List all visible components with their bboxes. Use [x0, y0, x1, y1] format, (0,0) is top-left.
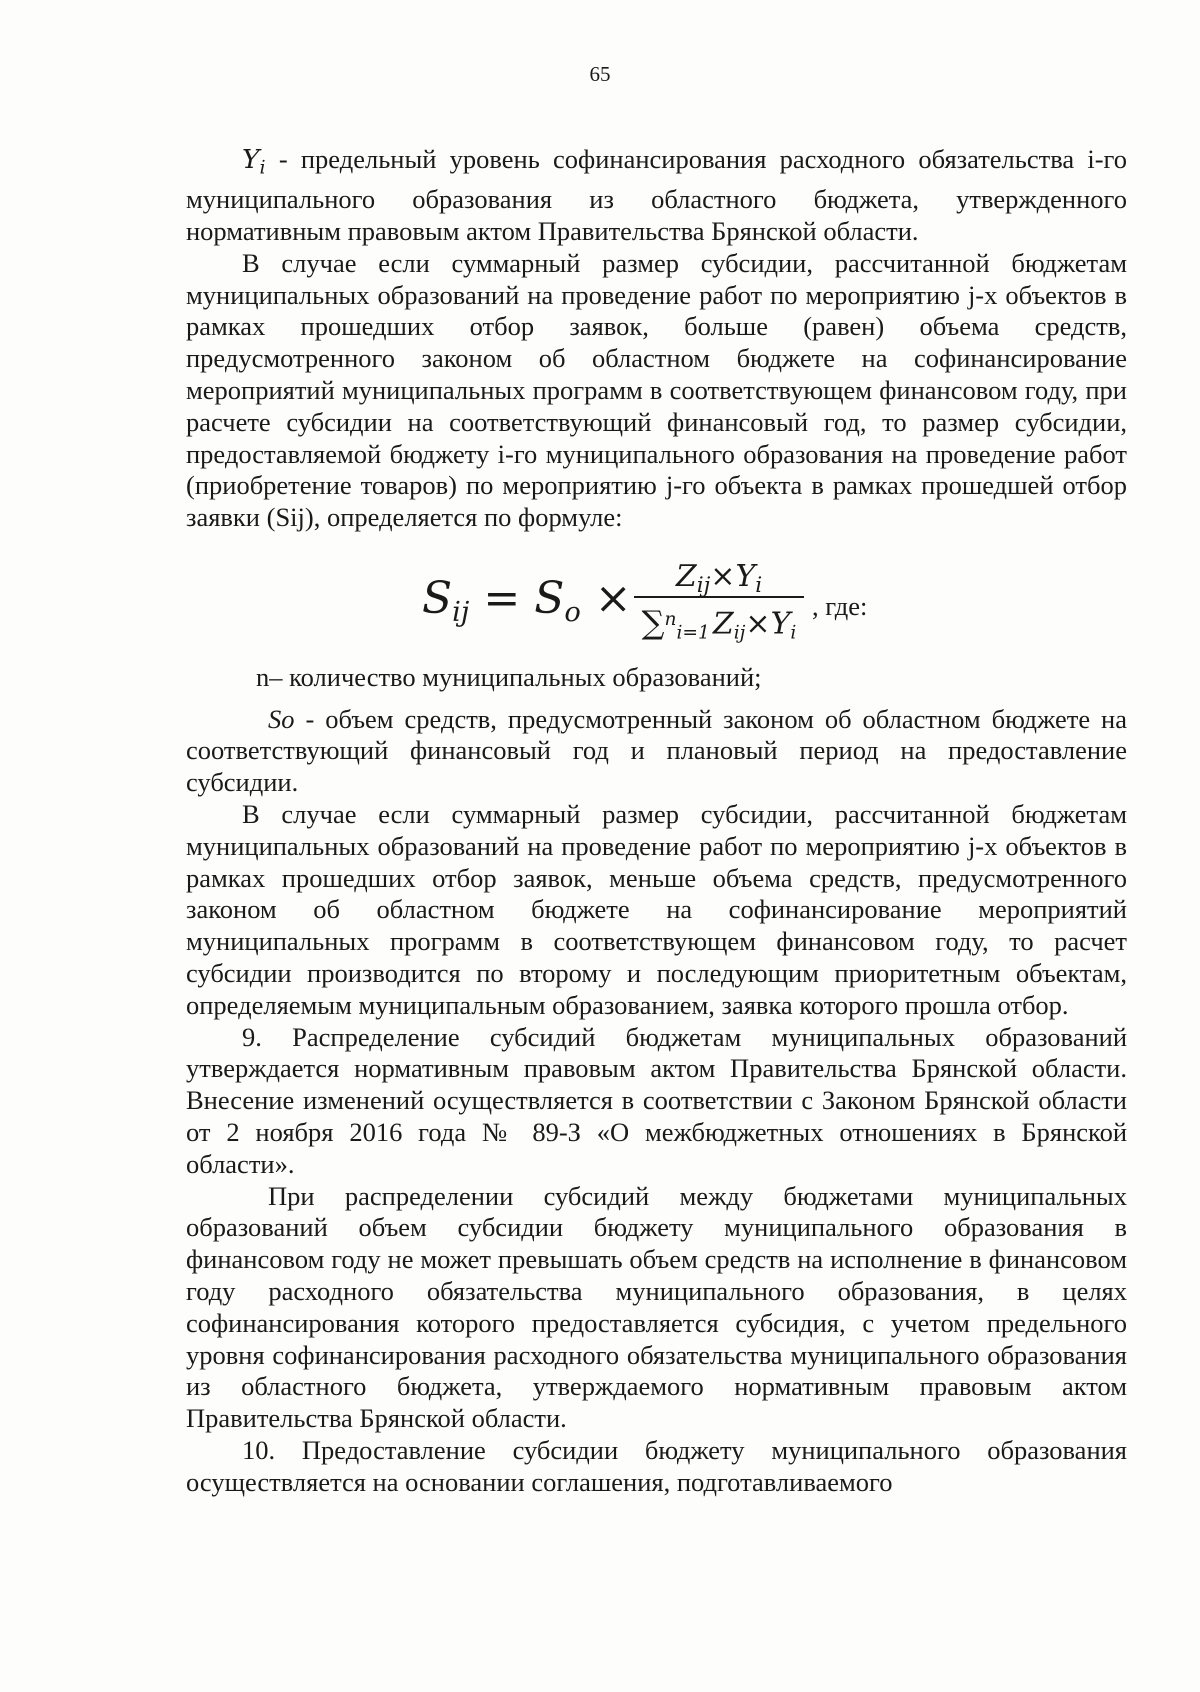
paragraph-case-less: В случае если суммарный размер субсидии, рассчитанной бюджетам муниципальных образований на проведение работ по мероприятию j-х объектов в рамках прошедших отбор заявок, меньше объема средств, предусмотренного законом об областном бюджете на софинансирование мероприятий муниципальных программ в соответствующем финансовом году, то расчет субсидии производится по второму и последующим приоритетным объектам, определяемым муниципальным образованием, заявка которого прошла отбор.	[186, 799, 1127, 1020]
formula-denominator	[634, 598, 804, 642]
num-y: Y	[735, 558, 756, 594]
den-y-sub: i	[790, 622, 797, 644]
formula-sij-letter: S	[422, 572, 453, 624]
page-number: 65	[589, 62, 611, 86]
paragraph-so-text: - объем средств, предусмотренный законом об областном бюджете на соответствующий финансовый год и плановый период на предоставление субсидии.	[186, 703, 1127, 798]
paragraph-item-9: 9. Распределение субсидий бюджетам муниципальных образований утверждается нормативным правовым актом Правительства Брянской области. Внесение изменений осуществляется в соответствии с Законом Брянской области от 2 ноября 2016 года № 89-З «О межбюджетных отношениях в Брянской области».	[186, 1021, 1127, 1179]
formula-sij-subscript: ij	[452, 597, 470, 629]
paragraph-n-definition: n– количество муниципальных образований;	[256, 661, 762, 692]
den-z-sub: ij	[733, 622, 746, 644]
formula-where-label: , где:	[812, 590, 868, 621]
num-z-sub: ij	[696, 572, 711, 598]
document-body	[186, 144, 1127, 1499]
sum-symbol: ∑	[641, 603, 665, 642]
sum-lower-limit: i=1	[676, 622, 710, 644]
paragraph-case-greater: В случае если суммарный размер субсидии, рассчитанной бюджетам муниципальных образований на проведение работ по мероприятию j-х объектов в рамках прошедших отбор заявок, больше (равен) объема средств, предусмотренного законом об областном бюджете на софинансирование мероприятий муниципальных программ в соответствующем финансовом году, при расчете субсидии на соответствующий финансовый год, то размер субсидии, предоставляемой бюджету i-го муниципального образования на проведение работ (приобретение товаров) по мероприятию j-го объекта в рамках прошедшей отбор заявки (Sij), определяется по формуле:	[186, 247, 1127, 533]
symbol-so: So	[268, 703, 295, 734]
formula-numerator	[634, 558, 804, 598]
paragraph-so-definition	[186, 704, 1127, 799]
paragraph-yi-definition	[186, 144, 1127, 248]
symbol-yi-letter: Y	[242, 144, 260, 175]
num-z: Z	[675, 558, 697, 594]
num-times: ×	[710, 558, 736, 594]
formula-so-letter: S	[534, 572, 565, 624]
den-z: Z	[712, 606, 734, 642]
paragraph-yi-text: - предельный уровень софинансирования расходного обязательства i-го муниципального образования из областного бюджета, утвержденного нормативным правовым актом Правительства Брянской области.	[186, 144, 1127, 246]
formula-lhs	[422, 574, 646, 638]
formula-so-subscript: o	[564, 597, 581, 629]
formula-sij	[186, 534, 1127, 662]
symbol-yi-subscript: i	[259, 156, 266, 179]
formula-equals: =	[483, 572, 521, 624]
paragraph-item-10: 10. Предоставление субсидии бюджету муниципального образования осуществляется на основании соглашения, подготавливаемого	[186, 1435, 1127, 1497]
den-times: ×	[745, 606, 771, 642]
paragraph-distribution: При распределении субсидий между бюджетами муниципальных образований объем субсидии бюджету муниципального образования в финансовом году не может превышать объем средств на исполнение в финансовом году расходного обязательства муниципального образования, в целях софинансирования которого предоставляется субсидия, с учетом предельного уровня софинансирования расходного обязательства муниципального образования из областного бюджета, утверждаемого нормативным правовым актом Правительства Брянской области.	[186, 1180, 1127, 1434]
formula-fraction	[634, 558, 804, 642]
formula-times: ×	[594, 572, 632, 624]
den-y: Y	[770, 606, 791, 642]
num-y-sub: i	[755, 572, 763, 598]
symbol-yi	[242, 144, 266, 179]
sum-upper-limit: n	[664, 608, 677, 630]
